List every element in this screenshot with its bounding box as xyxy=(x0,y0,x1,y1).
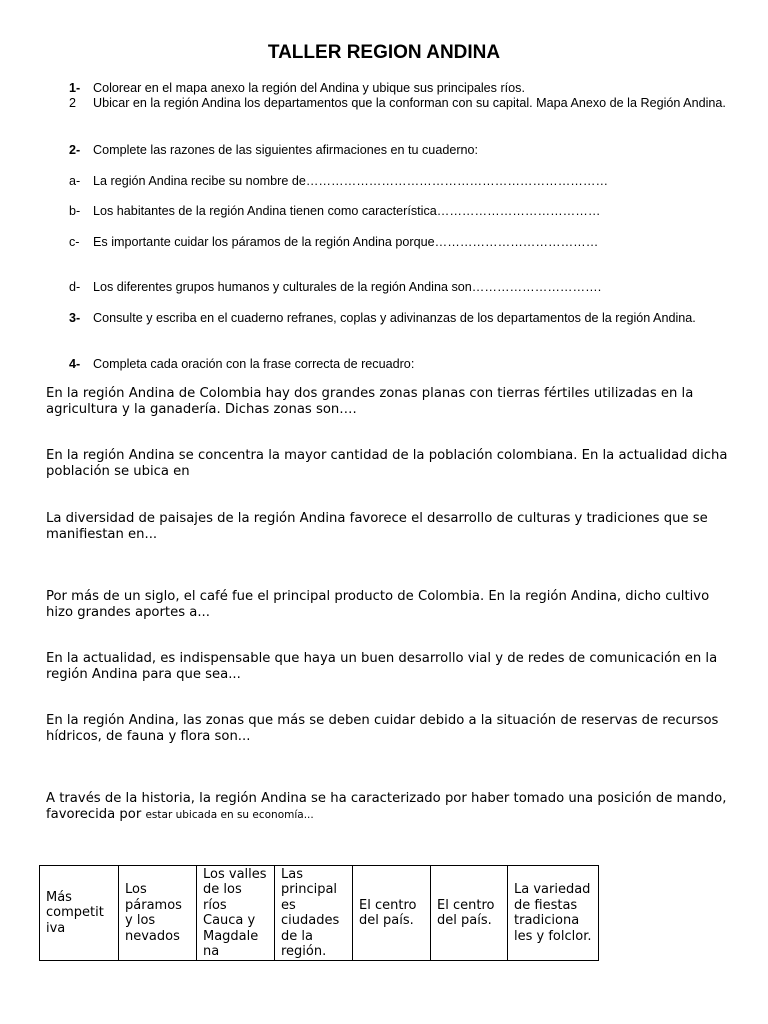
question-number: 1- xyxy=(69,81,81,95)
item-d xyxy=(69,280,729,295)
question-text: Completa cada oración con la frase correcta de recuadro: xyxy=(93,357,415,371)
question-text: Colorear en el mapa anexo la región del Andina y ubique sus principales ríos. xyxy=(93,81,525,95)
question-4 xyxy=(69,357,729,372)
item-a xyxy=(69,174,729,189)
item-text: Es importante cuidar los páramos de la región Andina porque………………………………… xyxy=(93,235,599,249)
question-2-map xyxy=(69,96,729,111)
table-row xyxy=(40,866,599,961)
sentence-2: En la región Andina se concentra la mayor cantidad de la población colombiana. En la actualidad dicha población se ubica en xyxy=(46,448,728,479)
sentence-7-small-text: estar ubicada en su economía... xyxy=(145,809,314,821)
option-cell: El centro del país. xyxy=(353,866,431,961)
item-letter: b- xyxy=(69,204,81,218)
page-title: TALLER REGION ANDINA xyxy=(267,42,501,63)
item-letter: c- xyxy=(69,235,80,249)
question-text: Consulte y escriba en el cuaderno refranes, coplas y adivinanzas de los departamentos de la región Andina. xyxy=(93,311,696,325)
question-1 xyxy=(69,81,729,96)
question-text: Ubicar en la región Andina los departamentos que la conforman con su capital. Mapa Anexo de la Región Andina. xyxy=(93,96,726,110)
question-number: 4- xyxy=(69,357,81,371)
option-cell: Los valles de los ríos Cauca y Magdale na xyxy=(197,866,275,961)
option-cell: El centro del país. xyxy=(431,866,508,961)
sentence-4: Por más de un siglo, el café fue el principal producto de Colombia. En la región Andina, dicho cultivo hizo grandes aportes a... xyxy=(46,589,710,620)
question-number: 2- xyxy=(69,143,81,157)
answer-options-table xyxy=(39,865,599,961)
sentence-3: La diversidad de paisajes de la región Andina favorece el desarrollo de culturas y tradiciones que se manifiestan en... xyxy=(46,511,708,542)
sentence-7-text: A través de la historia, la región Andina se ha caracterizado por haber tomado una posición de mando, favorecida por xyxy=(46,791,727,822)
question-text: Complete las razones de las siguientes afirmaciones en tu cuaderno: xyxy=(93,143,479,157)
item-letter: a- xyxy=(69,174,81,188)
question-number: 3- xyxy=(69,311,81,325)
question-3 xyxy=(69,311,729,326)
sentence-1: En la región Andina de Colombia hay dos grandes zonas planas con tierras fértiles utilizadas en la agricultura y la ganadería. Dichas zonas son…. xyxy=(46,386,694,417)
sentence-7 xyxy=(46,791,736,823)
sentence-6: En la región Andina, las zonas que más se deben cuidar debido a la situación de reservas de recursos hídricos, de fauna y flora son... xyxy=(46,713,719,744)
item-b xyxy=(69,204,729,219)
question-number: 2 xyxy=(69,96,77,110)
question-2 xyxy=(69,143,729,158)
item-c xyxy=(69,235,729,250)
sentence-5: En la actualidad, es indispensable que haya un buen desarrollo vial y de redes de comunicación en la región Andina para que sea... xyxy=(46,651,718,682)
option-cell: Los páramos y los nevados xyxy=(119,866,197,961)
option-cell: Más competit iva xyxy=(40,866,119,961)
item-text: La región Andina recibe su nombre de……………………………………………………………… xyxy=(93,174,609,188)
item-text: Los habitantes de la región Andina tienen como característica………………………………… xyxy=(93,204,601,218)
option-cell: La variedad de fiestas tradiciona les y folclor. xyxy=(508,866,599,961)
item-text: Los diferentes grupos humanos y culturales de la región Andina son…………………………. xyxy=(93,280,602,294)
option-cell: Las principal es ciudades de la región. xyxy=(275,866,353,961)
item-letter: d- xyxy=(69,280,81,294)
